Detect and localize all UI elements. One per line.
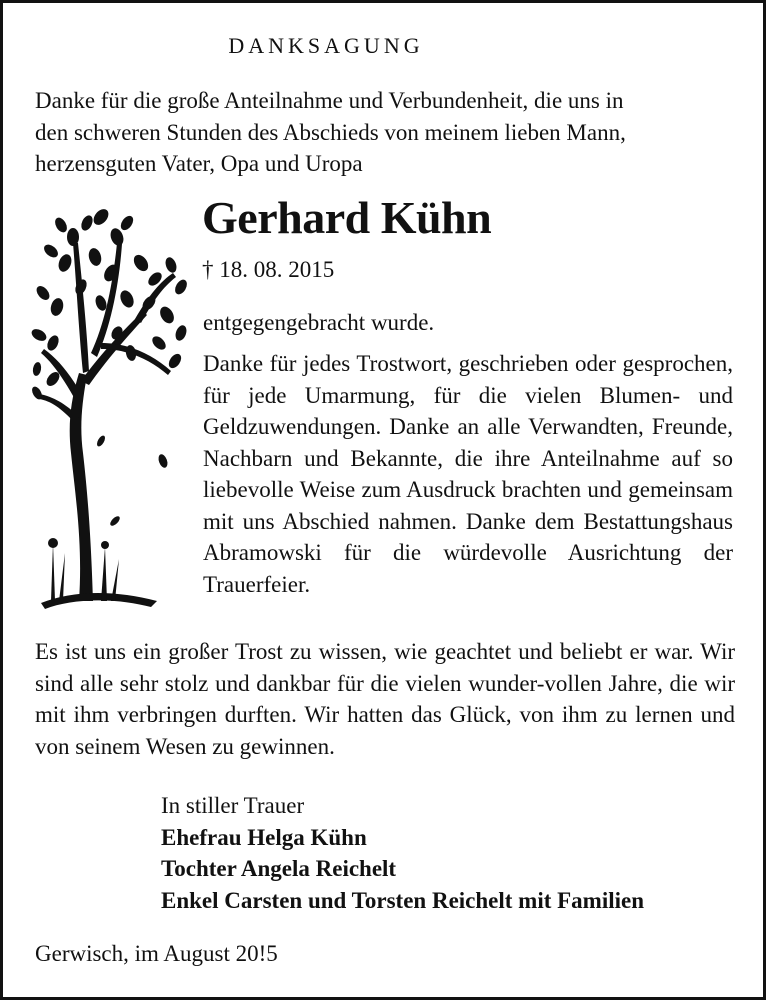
signer: Ehefrau Helga Kühn	[161, 824, 367, 850]
death-date: † 18. 08. 2015	[202, 257, 335, 282]
tree-illustration	[31, 203, 191, 618]
intro-line: Danke für die große Anteilnahme und Verbundenheit, die uns in	[35, 88, 624, 113]
continuation-text: entgegengebracht wurde.	[203, 310, 435, 335]
signer: Enkel Carsten und Torsten Reichelt mit Familien	[161, 887, 645, 913]
place-date: Gerwisch, im August 20!5	[35, 941, 278, 966]
closing-paragraph: Es ist uns ein großer Trost zu wissen, wie geachtet und beliebt er war. Wir sind alle sehr stolz und dankbar für die vielen wunder-vollen Jahre, die wir mit ihm verbringen durften. Wir hatten das Glück, von ihm zu lernen und von seinem Wesen zu gewinnen.	[35, 639, 735, 759]
deceased-name: Gerhard Kühn	[202, 192, 492, 243]
intro-text	[35, 85, 735, 180]
thanks-paragraph: Danke für jedes Trostwort, geschrieben oder gesprochen, für jede Umarmung, für die vielen Blumen- und Geldzuwendungen. Danke an alle Verwandten, Freunde, Nachbarn und Bekannte, die ihre Anteilnahme auf so liebevolle Weise zum Ausdruck brachten und gemeinsam mit uns Abschied nahmen. Danke dem Bestattungshaus Abramowski für die würdevolle Ausrichtung der Trauerfeier.	[203, 351, 733, 597]
signers-block	[161, 790, 644, 916]
heading: DANKSAGUNG	[228, 33, 424, 58]
signer: Tochter Angela Reichelt	[161, 856, 397, 881]
intro-line: den schweren Stunden des Abschieds von meinem lieben Mann,	[35, 119, 626, 145]
mourning-label: In stiller Trauer	[161, 793, 305, 818]
intro-line: herzensguten Vater, Opa und Uropa	[35, 151, 363, 176]
